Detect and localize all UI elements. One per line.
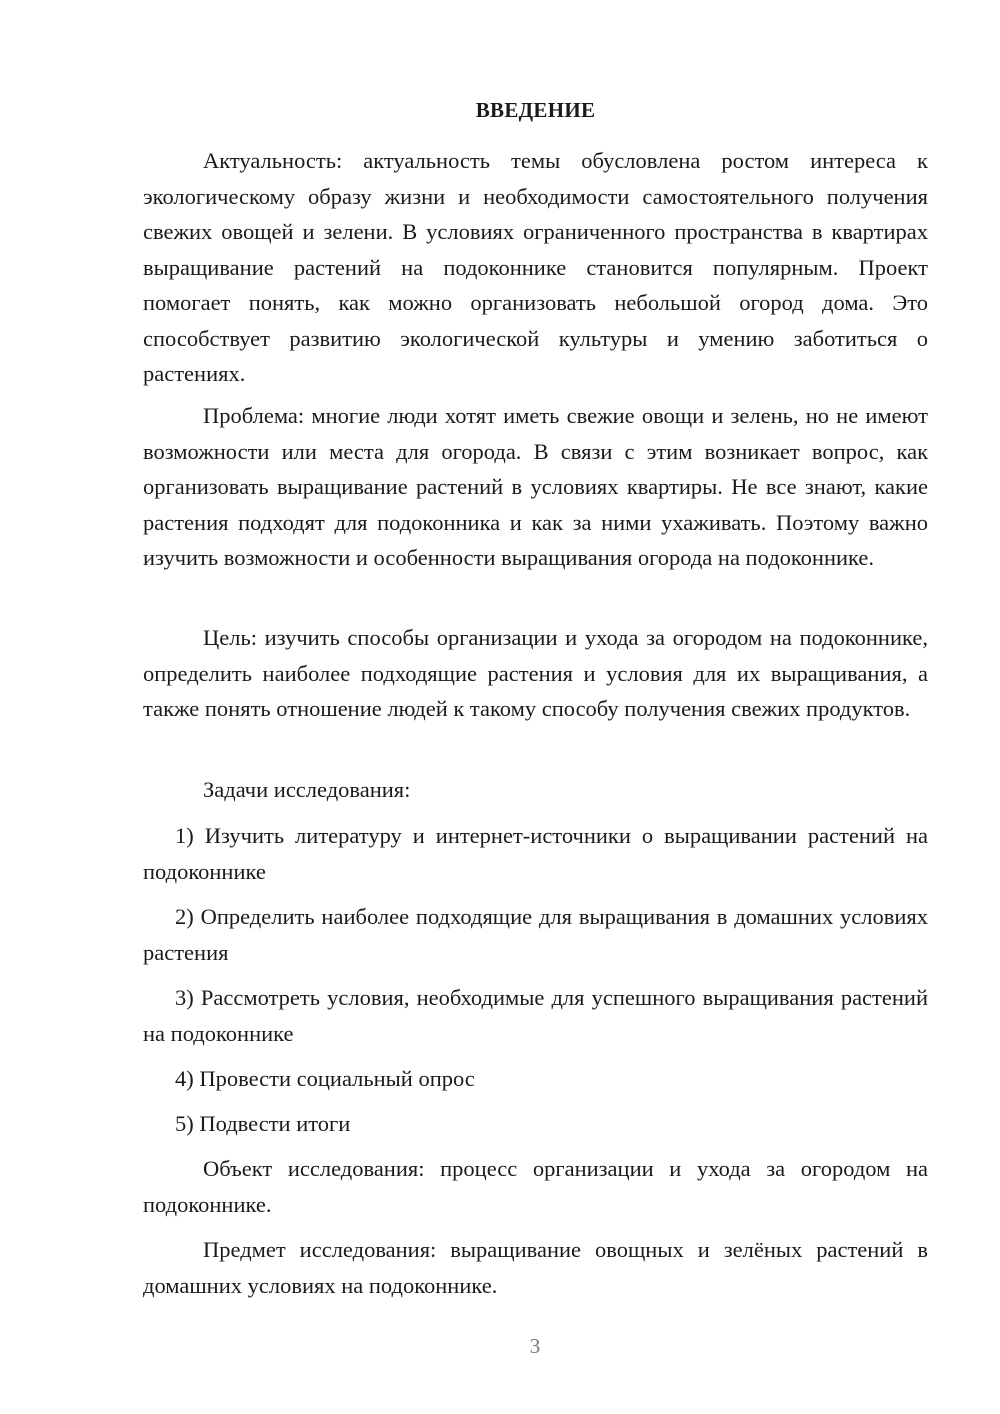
task-item-2: 2) Определить наиболее подходящие для выращивания в домашних условиях растения: [143, 904, 928, 965]
tasks-heading: Задачи исследования:: [203, 777, 411, 802]
task-item-3: 3) Рассмотреть условия, необходимые для успешного выращивания растений на подоконнике: [143, 985, 928, 1046]
goal-paragraph: Цель: изучить способы организации и ухода за огородом на подоконнике, определить наиболее подходящие растения и условия для их выращивания, а также понять отношение людей к такому способу получения свежих продуктов.: [143, 625, 928, 721]
task-item-1: 1) Изучить литературу и интернет-источники о выращивании растений на подоконнике: [143, 823, 928, 884]
problem-paragraph: Проблема: многие люди хотят иметь свежие овощи и зелень, но не имеют возможности или места для огорода. В связи с этим возникает вопрос, как организовать выращивание растений в условиях квартиры. Не все знают, какие растения подходят для подоконника и как за ними ухаживать. Поэтому важно изучить возможности и особенности выращивания огорода на подоконнике.: [143, 403, 928, 570]
relevance-paragraph: Актуальность: актуальность темы обусловлена ростом интереса к экологическому образу жизни и необходимости самостоятельного получения свежих овощей и зелени. В условиях ограниченного пространства в квартирах выращивание растений на подоконнике становится популярным. Проект помогает понять, как можно организовать небольшой огород дома. Это способствует развитию экологической культуры и умению заботиться о растениях.: [143, 148, 928, 386]
task-item-4: 4) Провести социальный опрос: [175, 1066, 475, 1091]
page-title: ВВЕДЕНИЕ: [475, 98, 596, 122]
object-paragraph: Объект исследования: процесс организации и ухода за огородом на подоконнике.: [143, 1156, 928, 1217]
task-item-5: 5) Подвести итоги: [175, 1111, 351, 1136]
page-number: 3: [529, 1334, 541, 1358]
subject-paragraph: Предмет исследования: выращивание овощных и зелёных растений в домашних условиях на подоконнике.: [143, 1237, 928, 1298]
